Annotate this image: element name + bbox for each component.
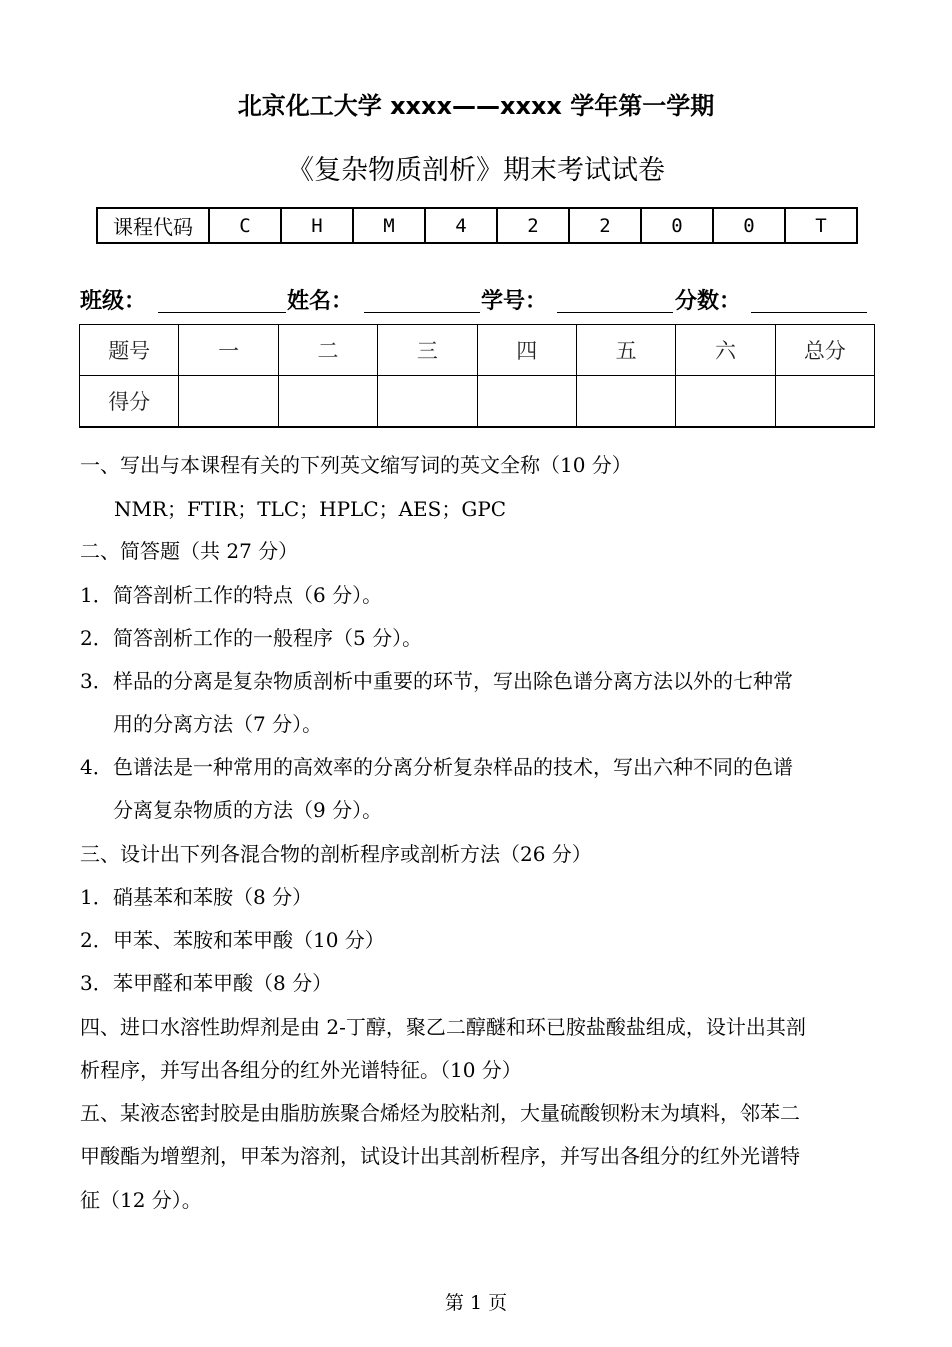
score-header-cell: 四 [477,325,576,376]
item-number: 3． [80,669,113,693]
course-code-char: 0 [641,208,713,243]
class-blank[interactable] [158,312,286,313]
item-text: 甲苯、苯胺和苯甲酸（10 分） [113,928,385,952]
score-blank[interactable] [751,312,867,313]
score-header-cell: 六 [676,325,775,376]
item-text: 色谱法是一种常用的高效率的分离分析复杂样品的技术，写出六种不同的色谱 [113,755,793,779]
score-table [79,324,875,428]
item-number: 1． [80,583,113,607]
question-3-item-1 [80,876,880,919]
score-cell[interactable] [676,376,775,428]
course-code-char: 2 [569,208,641,243]
course-code-char: C [209,208,281,243]
score-header-cell: 五 [576,325,675,376]
exam-title: 《复杂物质剖析》期末考试试卷 [287,155,665,186]
score-header-cell: 一 [179,325,278,376]
question-2-item-1 [80,574,880,617]
course-code-label: 课程代码 [97,208,209,243]
course-code-char: T [785,208,857,243]
university-title: 北京化工大学 xxxx——xxxx 学年第一学期 [237,92,715,120]
question-2-item-3 [80,660,880,703]
item-text: 简答剖析工作的特点（6 分）。 [113,583,383,607]
course-code-char: H [281,208,353,243]
class-label: 班级： [80,289,147,314]
course-code-char: 0 [713,208,785,243]
item-number: 4． [80,755,113,779]
course-code-char: 4 [425,208,497,243]
course-code-table [96,207,858,244]
question-2-item-2 [80,617,880,660]
question-5-line-3: 征（12 分）。 [80,1188,202,1212]
question-5-line-1: 五、某液态密封胶是由脂肪族聚合烯烃为胶粘剂，大量硫酸钡粉末为填料，邻苯二 [80,1101,800,1125]
page-number: 第 1 页 [444,1292,508,1314]
score-header-cell: 二 [278,325,377,376]
item-number: 1． [80,885,113,909]
course-code-char: 2 [497,208,569,243]
question-1-items: NMR；FTIR；TLC；HPLC；AES；GPC [114,497,507,521]
name-blank[interactable] [364,312,480,313]
question-4-line-1: 四、进口水溶性助焊剂是由 2-丁醇，聚乙二醇醚和环已胺盐酸盐组成，设计出其剖 [80,1015,806,1039]
item-text: 硝基苯和苯胺（8 分） [113,885,313,909]
question-2-item-4-cont: 分离复杂物质的方法（9 分）。 [113,798,383,822]
score-cell[interactable] [576,376,675,428]
student-id-label: 学号： [481,289,548,314]
course-code-char: M [353,208,425,243]
item-text: 样品的分离是复杂物质剖析中重要的环节，写出除色谱分离方法以外的七种常 [113,669,793,693]
question-2-title: 二、简答题（共 27 分） [80,539,299,563]
score-header-cell: 三 [378,325,477,376]
score-row-label: 得分 [80,376,179,428]
name-label: 姓名： [287,289,354,314]
question-3-title: 三、设计出下列各混合物的剖析程序或剖析方法（26 分） [80,842,592,866]
question-2-item-4 [80,746,880,789]
student-info-row [80,280,880,316]
score-label: 分数： [675,289,742,314]
item-text: 简答剖析工作的一般程序（5 分）。 [113,626,423,650]
score-header-cell: 总分 [775,325,874,376]
score-cell[interactable] [775,376,874,428]
score-table-score-row [80,376,875,428]
score-cell[interactable] [179,376,278,428]
student-id-blank[interactable] [557,312,673,313]
item-number: 2． [80,928,113,952]
score-cell[interactable] [477,376,576,428]
question-1-title: 一、写出与本课程有关的下列英文缩写词的英文全称（10 分） [80,453,632,477]
score-cell[interactable] [278,376,377,428]
score-table-header-row [80,325,875,376]
question-4-line-2: 析程序，并写出各组分的红外光谱特征。（10 分） [80,1058,522,1082]
item-text: 苯甲醛和苯甲酸（8 分） [113,971,333,995]
item-number: 3． [80,971,113,995]
score-header-cell: 题号 [80,325,179,376]
question-2-item-3-cont: 用的分离方法（7 分）。 [113,712,323,736]
question-3-item-3 [80,962,880,1005]
item-number: 2． [80,626,113,650]
question-5-line-2: 甲酸酯为增塑剂，甲苯为溶剂，试设计出其剖析程序，并写出各组分的红外光谱特 [80,1144,800,1168]
score-cell[interactable] [378,376,477,428]
question-3-item-2 [80,919,880,962]
